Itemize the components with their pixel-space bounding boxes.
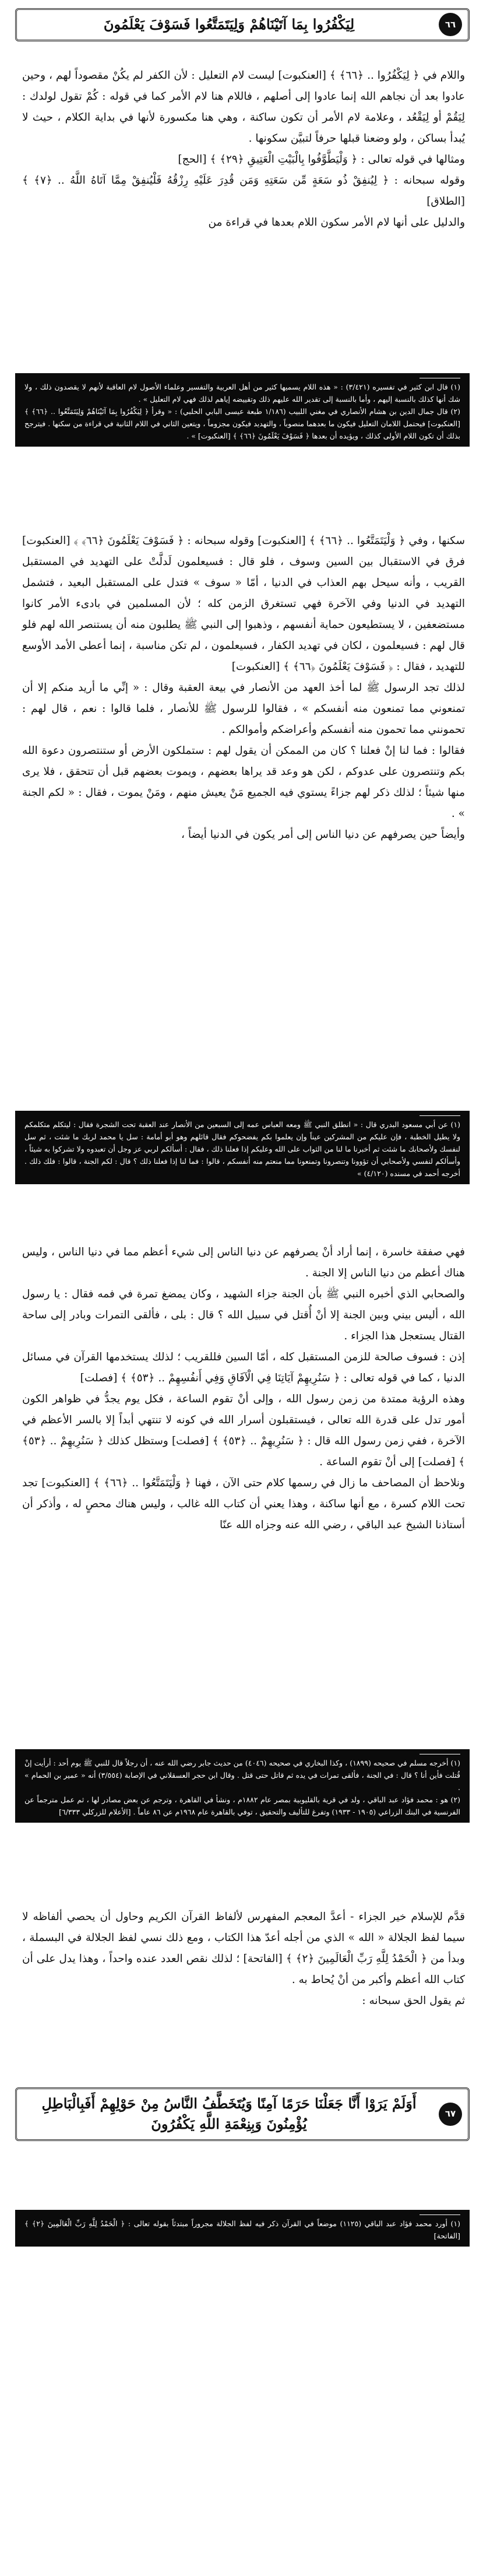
verse-banner-bottom	[15, 2087, 470, 2141]
paragraph: سكنها ، وفي ﴿ وَلْيَتَمَتَّعُوا .. ﴿٦٦﴾ ﴾ [العنكبوت] وقوله سبحانه : ﴿ فَسَوْفَ يَعْلَمُونَ ﴿٦٦﴾ ﴾ [العنكبوت] فرق في الاستقبال بين السين وسوف ، فلو قال : فسيعلمون لَدلَّتْ على التهديد في المستقبل القريب ، وأنه سيحل بهم العذاب في الدنيا ، أمّا « سوف » فتدل على المستقبل البعيد ، فتشمل التهديد في الدنيا وفي الآخرة فهي تستغرق الزمن كله ؛ لأن المسلمين في بادىء الأمر كانوا مستضعفين ، لا يستطيعون حماية أنفسهم ، وذهبوا إلى النبي ﷺ يطلبون منه أن يستنصر الله لهم فلو قال لهم : فسيعلمون ، لكان في تهديد الكفار ، فسيعلمون ، لم تكن مناسبة ، إنما أعطى الأمد الأوسع للتهديد ، فقال : ﴿ فَسَوْفَ يَعْلَمُونَ ﴿٦٦﴾ ﴾ [العنكبوت]	[22, 535, 466, 673]
paragraph: فهي صفقة خاسرة ، إنما أراد أنْ يصرفهم عن دنيا الناس إلى شيء أعظم مما في دنيا الناس ، وليس هناك أعظم من دنيا الناس إلا الجنة .	[22, 1246, 465, 1279]
footnotes-block-2	[15, 1111, 470, 1184]
verse-number-badge: ٦٦	[439, 13, 462, 36]
paragraph: وأيضاً حين يصرفهم عن دنيا الناس إلى أمر يكون في الدنيا أيضاً ،	[181, 829, 465, 841]
verse-text: أَوَلَمْ يَرَوْا أَنَّا جَعَلْنَا حَرَمًا آمِنًا وَيُتَخَطَّفُ النَّاسُ مِنْ حَوْلِهِمْ أَفَبِالْبَاطِلِ يُؤْمِنُونَ وَبِنِعْمَةِ اللَّهِ يَكْفُرُونَ	[41, 2095, 417, 2132]
verse-number-badge: ٦٧	[439, 2103, 462, 2126]
paragraph: وقوله سبحانه : ﴿ لِيُنفِقْ ذُو سَعَةٍ مِّن سَعَتِهِ وَمَن قُدِرَ عَلَيْهِ رِزْقُهُ فَلْيُنفِقْ مِمَّا آتَاهُ اللَّهُ .. ﴿٧﴾ ﴾ [الطلاق]	[22, 174, 465, 208]
paragraph: فقالوا : فما لنا إنْ فعلنا ؟ كان من الممكن أن يقول لهم : ستملكون الأرض أو ستنتصرون دعوة الله بكم وتنتصرون على عدوكم ، لكن هو وعد قد يراها بعضهم ، ويموت بعضهم قبل أن تتحقق ، فلا يرى منها شيئاً ؛ لذلك ذكر لهم جزاءً يستوي فيه الجميع مَنْ يعيش منهم ، ومَنْ يموت ، فقال : « لكم الجنة » .	[22, 745, 465, 820]
footnote: (١) عن أبي مسعود البدري قال : « انطلق النبي ﷺ ومعه العباس عمه إلى السبعين من الأنصار عند العقبة تحت الشجرة فقال : ليتكلم متكلمكم ولا يطيل الخطبة ، فإن عليكم من المشركين عيناً وإن يعلموا بكم يفضحوكم فقال قائلهم وهو أبو أمامة : سل يا محمد لربك ما شئت ، ثم سل لنفسك ولأصحابك ما شئت ثم أخبرنا ما لنا من الثواب على الله وعليكم إذا فعلنا ذلك ، فقال : أسألكم لربي عز وجل أن تعبدوه ولا تشركوا به شيئاً ، وأسألكم لنفسي ولأصحابي أن تؤوونا وتنصرونا وتمنعونا مما منعتم منه أنفسكم ، قالوا : فما لنا إذا فعلنا ذلك ؟ قال : لكم الجنة ، قالوا : فلك ذلك . أخرجه أحمد في مسنده (٤/١٢٠) »	[24, 1120, 460, 1178]
paragraph: لذلك تجد الرسول ﷺ لما أخذ العهد من الأنصار في بيعة العقبة وقال : « إنِّي ما أريد منكم إلا أن تمنعوني مما تمنعون منه أنفسكم » ، فقالوا للرسول ﷺ للأنصار ، فلما قالوا : نعم ، قال لهم : تحمونني مما تحمون منه أنفسكم وأعراضكم وأموالكم .	[22, 682, 465, 736]
paragraph: واللام في ﴿ لِيَكْفُرُوا .. ﴿٦٦﴾ ﴾ [العنكبوت] ليست لام التعليل : لأن الكفر لم يكُنْ مقصوداً لهم ، وحين عادوا بعد أن نجاهم الله إنما عادوا إلى أصلهم ، فاللام هنا لام الأمر كما في قوله : كُمْ تقول لولدك : لِيَقُمْ أو لِيَقْعُد ، وعلامة لام الأمر أن تكون ساكنة ، وهي هنا مكسورة لأنها في بداية الكلام ، حيث لا يُبدأ بساكن ، ولو وضعنا قبلها حرفاً لتبيَّن سكونها .	[22, 69, 466, 145]
paragraph: وهذه الرؤية ممتدة من زمن رسول الله ، وإلى أنْ تقوم الساعة ، فكل يوم يجدُّ في ظواهر الكون أمور تدل على قدرة الله تعالى ، فيستقبلون أسرار الله في كونه لا تنتهي أبداً إلا بالسر الأعظم في الآخرة ، ففي زمن رسول الله قال : ﴿ سَنُرِيهِمْ .. ﴿٥٣﴾ ﴾ [فصلت] وستظل كذلك ﴿ سَنُرِيهِمْ .. ﴿٥٣﴾ ﴾ [فصلت] إلى أنْ تقوم الساعة .	[22, 1393, 465, 1468]
verse-banner-top	[15, 8, 470, 41]
footnote: (١) أخرجه مسلم في صحيحه (١٨٩٩) ، وكذا البخاري في صحيحه (٤٠٤٦) من حديث جابر رضي الله عنه ، أن رجلاً قال للنبي ﷺ يوم أحد : أرأيت إنْ قُتلت فأين أنا ؟ قال : في الجنة ، فألقى تمرات في يده ثم قاتل حتى قتل . وقال ابن حجر العسقلاني في الإصابة (٣/٥٥٤) أنه « عمير بن الحمام » .	[24, 1759, 461, 1792]
paragraph: قدَّم للإسلام خير الجزاء - أعدَّ المعجم المفهرس لألفاظ القرآن الكريم وحاول أن يحصي ألفاظه لا سيما لفظ الجلالة « الله » الذي من أجله أعدّ هذا الكتاب ، ومع ذلك نسي لفظ الجلالة في البسملة ، وبدأ من ﴿ الْحَمْدُ لِلَّهِ رَبِّ الْعَالَمِينَ ﴿٢﴾ ﴾ [الفاتحة] ؛ لذلك نقص العدد عنده واحداً ، وهذا يدل على أن كتاب الله أعظم وأكبر من أنْ يُحاط به .	[22, 1911, 465, 1986]
verse-text: لِيَكْفُرُوا بِمَا آتَيْنَاهُمْ وَلِيَتَمَتَّعُوا فَسَوْفَ يَعْلَمُونَ	[103, 16, 355, 33]
footnote: (١) قال ابن كثير في تفسيره (٣/٤٢١) : « هذه اللام يسميها كثير من أهل العربية والتفسير وعلماء الأصول لام العاقبة لأنهم لا يقصدون ذلك ، ولا شك أنها كذلك بالنسبة إليهم ، وأما بالنسبة إلى تقدير الله عليهم ذلك وتقييضه إياهم لذلك فهي لام التعليل » .	[24, 382, 460, 403]
commentary-block-1	[22, 65, 465, 233]
footnotes-block-1	[15, 373, 470, 447]
footnote-divider	[420, 2214, 460, 2215]
footnote: (٢) قال جمال الدين بن هشام الأنصاري في مغني اللبيب (١/١٨٦ طبعة عيسى البابي الحلبي) : « وقرأ ﴿ لِيَكْفُرُوا بِمَا آتَيْنَاهُمْ وَلِيَتَمَتَّعُوا .. ﴿٦٦﴾ ﴾ [العنكبوت] فيحتمل اللامان التعليل فيكون ما بعدهما منصوباً ، والتهديد فيكون مجزوماً ، ويتعين الثاني في اللام الثانية في قراءة من سكنها . فيترجح بذلك أن تكون اللام الأولى كذلك ، ويؤيده أن بعدها ﴿ فَسَوْفَ يَعْلَمُونَ ﴿٦٦﴾ ﴾ [العنكبوت] » .	[24, 407, 461, 440]
paragraph: ومثالها في قوله تعالى : ﴿ وَلْيَطَّوَّفُوا بِالْبَيْتِ الْعَتِيقِ ﴿٢٩﴾ ﴾ [الحج]	[178, 153, 465, 166]
commentary-block-3	[22, 1242, 465, 1536]
paragraph: إذن : فسوف صالحة للزمن المستقبل كله ، أمّا السين فللقريب ؛ لذلك يستخدمها القرآن في مسائل الدنيا ، كما في قوله تعالى : ﴿ سَنُرِيهِمْ آيَاتِنَا فِي الْآفَاقِ وَفِي أَنفُسِهِمْ .. ﴿٥٣﴾ ﴾ [فصلت]	[22, 1351, 465, 1384]
footnote: (٢) هو : محمد فؤاد عبد الباقي ، ولد في قرية بالقليوبية بمصر عام ١٨٨٢م ، ونشأ في القاهرة ، وترجم عن بعض مصادر لها ، ثم عمل مترجماً عن الفرنسية في البنك الزراعي (١٩٠٥ - ١٩٣٣) وتفرغ للتأليف والتحقيق ، توفي بالقاهرة عام ١٩٦٨م عن ٨٦ عاماً . [الأعلام للزركلي ٦/٣٣٣]	[24, 1795, 460, 1816]
paragraph: والدليل على أنها لام الأمر سكون اللام بعدها في قراءة من	[208, 216, 465, 229]
commentary-block-4	[22, 1907, 465, 2012]
commentary-block-2	[22, 531, 465, 845]
paragraph: ونلاحظ أن المصاحف ما زال في رسمها كلام حتى الآن ، فهنا ﴿ وَلْيَتَمَتَّعُوا .. ﴿٦٦﴾ ﴾ [العنكبوت] تجد تحت اللام كسرة ، مع أنها ساكنة ، وهذا يعني أن كتاب الله غالب ، وليس هناك محصٍ له ، وأذكر أن أستاذنا الشيخ عبد الباقي ، رضي الله عنه وجزاه الله عنّا	[22, 1477, 465, 1531]
footnotes-block-4	[15, 2210, 470, 2247]
footnotes-block-3	[15, 1749, 470, 1823]
footnote: (١) أورد محمد فؤاد عبد الباقي (١١٢٥) موضعاً في القرآن ذكر فيه لفظ الجلالة مجروراً مبتدئاً بقوله تعالى : ﴿ الْحَمْدُ لِلَّهِ رَبِّ الْعَالَمِينَ ﴿٢﴾ ﴾ [الفاتحة]	[24, 2219, 461, 2240]
paragraph: والصحابي الذي أخبره النبي ﷺ بأن الجنة جزاء الشهيد ، وكان يمضغ تمرة في فمه فقال : يا رسول الله ، أليس بيني وبين الجنة إلا أنْ أُقتل في سبيل الله ؟ قال : بلى ، فألقى التمرات وبادر إلى ساحة القتال يستعجل هذا الجزاء .	[22, 1288, 465, 1342]
paragraph: ثم يقول الحق سبحانه :	[362, 1995, 465, 2007]
footnote-divider	[420, 1115, 460, 1116]
